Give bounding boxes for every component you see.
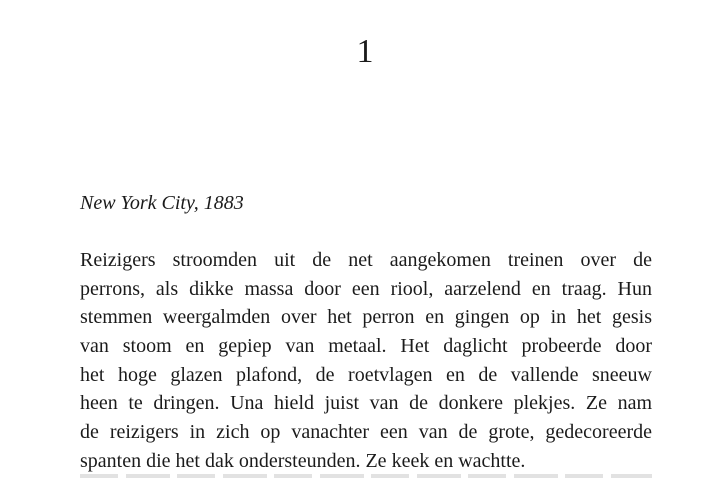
paragraph-line: Reizigers stroomden uit de net aangekomen treinen over de [80, 249, 652, 271]
chapter-number: 1 [356, 33, 374, 70]
cropped-next-line [80, 472, 652, 478]
paragraph-line: van stoom en gepiep van metaal. Het daglicht probeerde door [80, 335, 652, 358]
paragraph-line: spanten die het dak ondersteunden. Ze keek en wachtte. [80, 449, 526, 472]
paragraph-line: perrons, als dikke massa door een riool, aarzelend en traag. Hun [80, 277, 652, 300]
paragraph-line: heen te dringen. Una hield juist van de donkere plekjes. Ze nam [80, 392, 652, 415]
dateline: New York City, 1883 [80, 192, 244, 214]
paragraph-line: de reizigers in zich op vanachter een van de grote, gedecoreerde [80, 421, 652, 444]
paragraph-line: stemmen weergalmden over het perron en gingen op in het gesis [80, 306, 652, 329]
body-paragraph [80, 246, 652, 476]
paragraph-line: het hoge glazen plafond, de roetvlagen en de vallende sneeuw [80, 363, 652, 386]
